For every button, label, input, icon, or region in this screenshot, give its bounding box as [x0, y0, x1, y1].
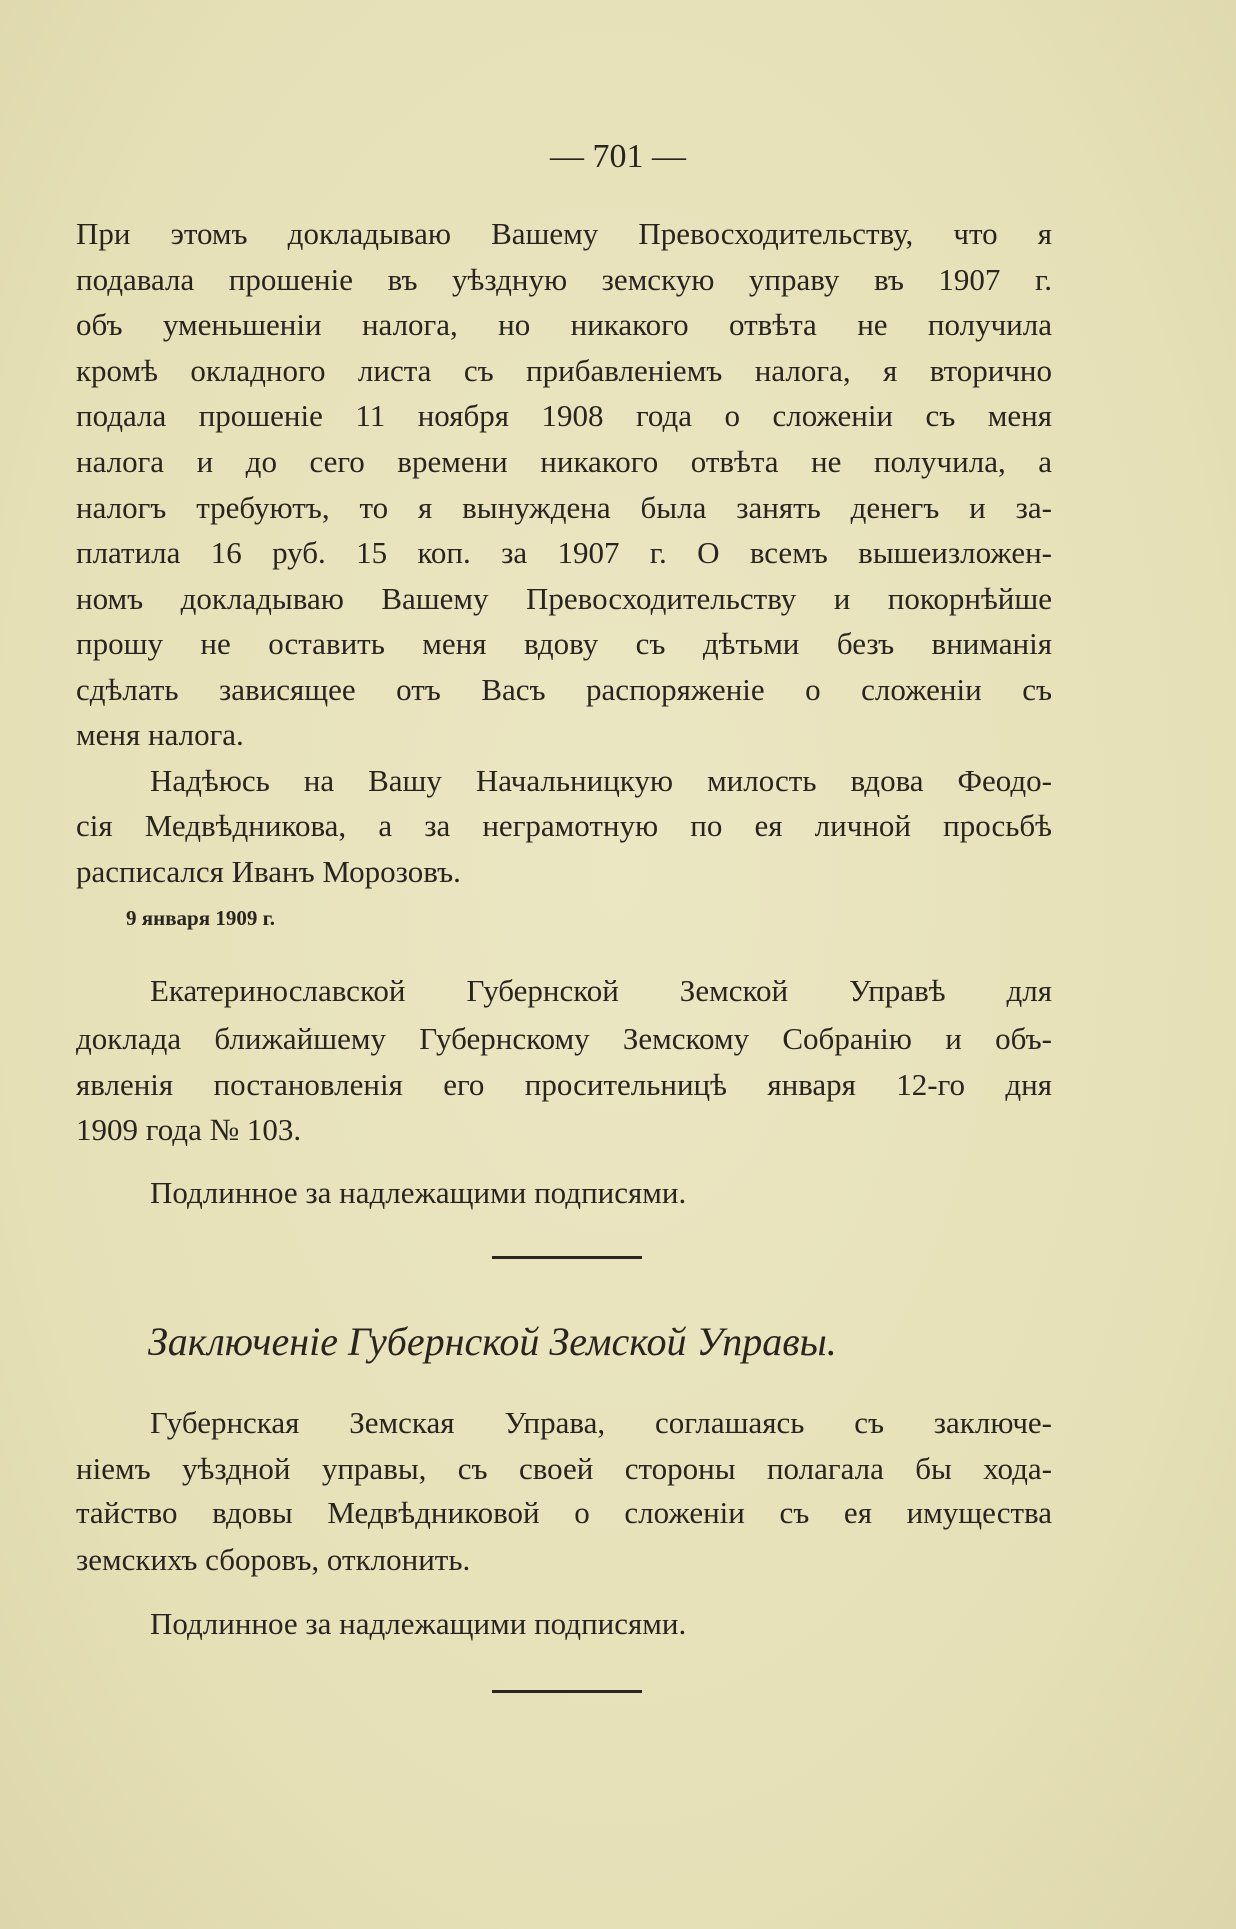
text-line: меня налога.	[76, 717, 244, 752]
text-line: доклада ближайшему Губернскому Земскому Собранію и объ-	[76, 1021, 1052, 1056]
divider	[492, 1256, 642, 1259]
text-line: сдѣлать зависящее отъ Васъ распоряженіе о сложеніи съ	[76, 672, 1052, 707]
text-line: явленія постановленія его просительницѣ января 12-го дня	[76, 1067, 1052, 1102]
text-line: При этомъ докладываю Вашему Превосходительству, что я	[76, 216, 1052, 251]
text-line: номъ докладываю Вашему Превосходительству и покорнѣйше	[76, 581, 1052, 616]
text-line: налогъ требуютъ, то я вынуждена была занять денегъ и за-	[76, 490, 1052, 525]
signature-note: Подлинное за надлежащими подписями.	[150, 1175, 687, 1210]
page-number: — 701 —	[550, 138, 686, 175]
text-line: Губернская Земская Управа, соглашаясь съ заключе-	[150, 1405, 1052, 1440]
text-line: расписался Иванъ Морозовъ.	[76, 854, 461, 889]
text-line: Надѣюсь на Вашу Начальницкую милость вдова Феодо-	[150, 763, 1052, 798]
section-heading: Заключеніе Губернской Земской Управы.	[148, 1319, 837, 1364]
divider	[492, 1690, 642, 1693]
text-line: ніемъ уѣздной управы, съ своей стороны полагала бы хода-	[76, 1451, 1052, 1486]
text-line: тайство вдовы Медвѣдниковой о сложеніи съ ея имущества	[76, 1495, 1052, 1530]
text-line: 1909 года № 103.	[76, 1112, 302, 1147]
date: 9 января 1909 г.	[126, 906, 276, 930]
text-line: налога и до сего времени никакого отвѣта не получила, а	[76, 444, 1052, 479]
text-line: подала прошеніе 11 ноября 1908 года о сложеніи съ меня	[76, 398, 1052, 433]
text-line: платила 16 руб. 15 коп. за 1907 г. О всемъ вышеизложен-	[76, 535, 1052, 570]
text-line: сія Медвѣдникова, а за неграмотную по ея личной просьбѣ	[76, 808, 1052, 843]
text-line: Екатеринославской Губернской Земской Управѣ для	[150, 973, 1052, 1008]
text-line: подавала прошеніе въ уѣздную земскую управу въ 1907 г.	[76, 262, 1052, 297]
text-line: земскихъ сборовъ, отклонить.	[76, 1542, 471, 1577]
text-line: кромѣ окладного листа съ прибавленіемъ налога, я вторично	[76, 353, 1052, 388]
text-line: прошу не оставить меня вдову съ дѣтьми безъ вниманія	[76, 626, 1052, 661]
signature-note: Подлинное за надлежащими подписями.	[150, 1606, 687, 1641]
text-line: объ уменьшеніи налога, но никакого отвѣта не получила	[76, 307, 1052, 342]
